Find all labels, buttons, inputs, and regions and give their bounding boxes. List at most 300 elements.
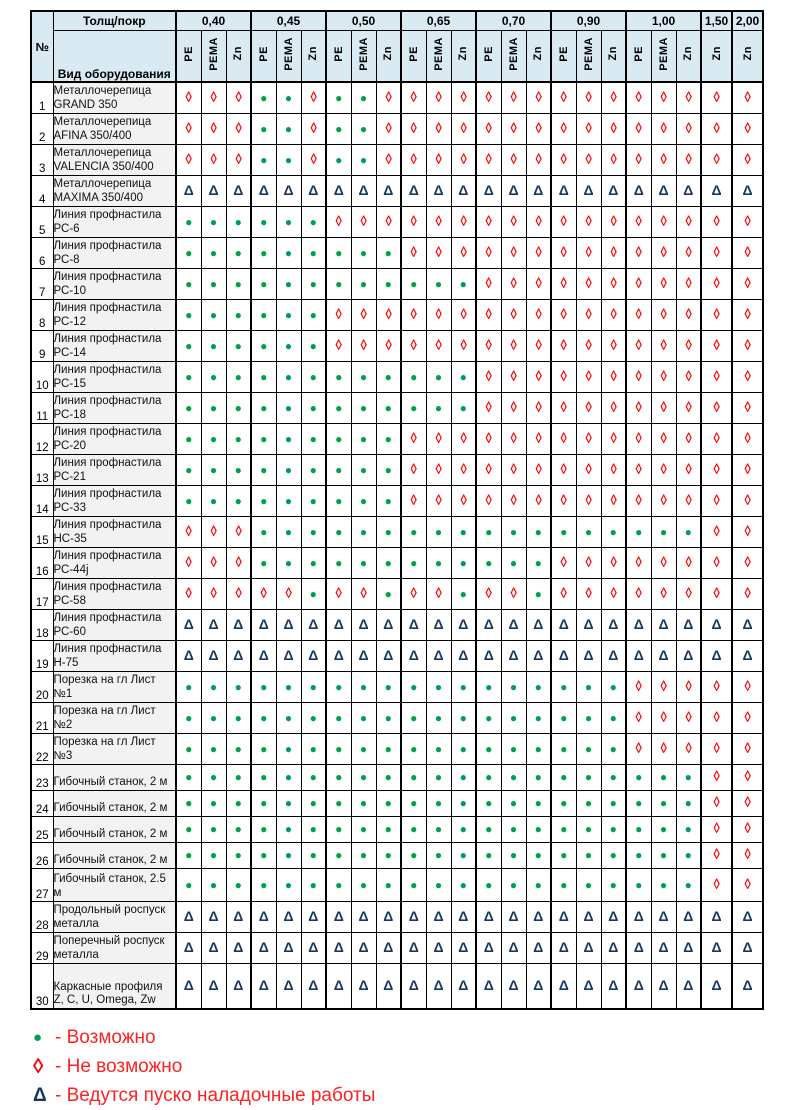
not-possible-icon: ◊ <box>635 305 642 323</box>
row-number: 15 <box>31 516 53 547</box>
status-cell <box>626 733 651 764</box>
status-cell <box>276 454 301 485</box>
status-cell <box>501 733 526 764</box>
status-cell <box>201 963 226 1009</box>
status-cell <box>226 640 251 671</box>
possible-icon: ● <box>384 741 392 756</box>
not-possible-icon: ◊ <box>560 553 567 571</box>
possible-icon: ● <box>434 276 443 291</box>
possible-icon: ● <box>185 796 193 810</box>
not-possible-icon: ◊ <box>685 739 692 757</box>
possible-icon: ● <box>284 524 293 539</box>
possible-icon: ● <box>509 710 518 725</box>
status-cell <box>326 516 351 547</box>
possible-icon: ● <box>384 586 392 601</box>
possible-icon: ● <box>209 770 218 784</box>
commissioning-icon: Δ <box>533 181 544 198</box>
possible-icon: ● <box>410 770 418 784</box>
coating-label: PEMA <box>282 36 295 71</box>
not-possible-icon: ◊ <box>510 367 517 385</box>
status-cell <box>326 963 351 1009</box>
status-cell <box>226 868 251 901</box>
not-possible-icon: ◊ <box>660 429 667 447</box>
not-possible-icon: ◊ <box>685 150 692 168</box>
not-possible-icon: ◊ <box>410 243 417 261</box>
commissioning-icon: Δ <box>742 615 753 632</box>
status-cell <box>301 671 326 702</box>
commissioning-icon: Δ <box>383 181 394 198</box>
possible-icon: ● <box>260 276 268 291</box>
possible-icon: ● <box>185 276 193 291</box>
status-cell <box>251 733 276 764</box>
status-cell <box>526 671 551 702</box>
status-cell <box>426 932 451 963</box>
not-possible-icon: ◊ <box>185 119 192 137</box>
status-cell <box>426 790 451 816</box>
row-number: 6 <box>31 237 53 268</box>
coating-header-pema <box>351 31 376 83</box>
not-possible-icon: ◊ <box>744 820 751 837</box>
possible-icon: ● <box>359 524 368 539</box>
coating-label: Zn <box>382 46 395 61</box>
possible-icon: ● <box>359 90 368 105</box>
not-possible-icon: ◊ <box>635 460 642 478</box>
status-cell <box>576 516 601 547</box>
status-cell <box>576 733 601 764</box>
status-cell <box>276 423 301 454</box>
possible-icon: ● <box>260 245 268 260</box>
status-cell <box>401 330 426 361</box>
row-number: 4 <box>31 175 53 206</box>
not-possible-icon: ◊ <box>510 150 517 168</box>
possible-icon: ● <box>434 848 443 862</box>
status-cell <box>626 671 651 702</box>
not-possible-icon: ◊ <box>510 398 517 416</box>
possible-icon: ● <box>359 493 368 508</box>
status-cell <box>451 330 476 361</box>
possible-icon: ● <box>459 400 467 415</box>
status-cell <box>201 454 226 485</box>
not-possible-icon: ◊ <box>660 584 667 602</box>
not-possible-icon: ◊ <box>335 305 342 323</box>
commissioning-icon: Δ <box>458 938 469 955</box>
coating-header-zn <box>526 31 551 83</box>
status-cell <box>426 816 451 842</box>
status-cell <box>301 901 326 932</box>
not-possible-icon: ◊ <box>610 305 617 323</box>
possible-icon: ● <box>384 679 392 694</box>
possible-icon: ● <box>584 524 593 539</box>
equipment-name: Линия профнастила НС-35 <box>53 516 176 547</box>
status-cell <box>601 702 626 733</box>
possible-icon: ● <box>335 679 343 694</box>
not-possible-icon: ◊ <box>585 553 592 571</box>
possible-icon: ● <box>284 121 293 136</box>
status-cell <box>301 790 326 816</box>
status-cell <box>732 144 763 175</box>
not-possible-icon: ◊ <box>635 398 642 416</box>
thickness-header-0,65: 0,65 <box>401 11 476 31</box>
possible-icon: ● <box>635 524 643 539</box>
not-possible-icon: ◊ <box>560 429 567 447</box>
status-cell <box>401 485 426 516</box>
not-possible-icon: ◊ <box>713 677 720 695</box>
status-cell <box>576 640 601 671</box>
status-cell <box>276 547 301 578</box>
status-cell <box>676 206 701 237</box>
status-cell <box>701 790 732 816</box>
status-cell <box>526 299 551 330</box>
possible-icon: ● <box>234 431 242 446</box>
row-number: 28 <box>31 901 53 932</box>
not-possible-icon: ◊ <box>510 243 517 261</box>
status-cell <box>351 144 376 175</box>
not-possible-icon: ◊ <box>713 768 720 785</box>
not-possible-icon: ◊ <box>610 150 617 168</box>
possible-icon: ● <box>234 741 242 756</box>
not-possible-icon: ◊ <box>744 739 751 757</box>
commissioning-icon: Δ <box>633 615 644 632</box>
status-cell <box>551 733 576 764</box>
possible-icon: ● <box>609 741 617 756</box>
status-cell <box>651 330 676 361</box>
not-possible-icon: ◊ <box>210 119 217 137</box>
status-cell <box>551 963 576 1009</box>
status-cell <box>251 764 276 790</box>
status-cell <box>576 423 601 454</box>
not-possible-icon: ◊ <box>410 88 417 106</box>
status-cell <box>176 963 201 1009</box>
not-possible-icon: ◊ <box>660 367 667 385</box>
status-cell <box>476 361 501 392</box>
status-cell <box>651 423 676 454</box>
status-cell <box>301 392 326 423</box>
status-cell <box>732 485 763 516</box>
status-cell <box>251 392 276 423</box>
status-cell <box>551 868 576 901</box>
not-possible-icon: ◊ <box>660 119 667 137</box>
possible-icon: ● <box>485 877 493 892</box>
not-possible-icon: ◊ <box>713 460 720 478</box>
not-possible-icon: ◊ <box>535 274 542 292</box>
not-possible-icon: ◊ <box>510 429 517 447</box>
status-cell <box>701 702 732 733</box>
status-cell <box>601 299 626 330</box>
status-cell <box>401 516 426 547</box>
commissioning-icon: Δ <box>683 646 694 663</box>
possible-icon: ● <box>434 741 443 756</box>
status-cell <box>626 764 651 790</box>
coating-label: Zn <box>682 46 695 61</box>
coating-header-pema <box>501 31 526 83</box>
not-possible-icon: ◊ <box>535 150 542 168</box>
not-possible-icon: ◊ <box>660 460 667 478</box>
possible-icon: ● <box>284 679 293 694</box>
table-row <box>31 702 763 733</box>
status-cell <box>251 671 276 702</box>
status-cell <box>501 423 526 454</box>
status-cell <box>251 547 276 578</box>
status-cell <box>701 963 732 1009</box>
status-cell <box>701 423 732 454</box>
commissioning-icon: Δ <box>608 976 619 993</box>
coating-label: PEMA <box>582 36 595 71</box>
status-cell <box>701 299 732 330</box>
coating-header-zn <box>732 31 763 83</box>
possible-icon: ● <box>260 338 268 353</box>
status-cell <box>701 206 732 237</box>
status-cell <box>576 175 601 206</box>
status-cell <box>476 392 501 423</box>
not-possible-icon: ◊ <box>685 212 692 230</box>
status-cell <box>676 868 701 901</box>
status-cell <box>276 963 301 1009</box>
status-cell <box>576 299 601 330</box>
status-cell <box>526 578 551 609</box>
status-cell <box>426 299 451 330</box>
possible-icon: ● <box>234 307 242 322</box>
status-cell <box>276 516 301 547</box>
status-cell <box>676 454 701 485</box>
not-possible-icon: ◊ <box>744 708 751 726</box>
commissioning-icon: Δ <box>458 976 469 993</box>
not-possible-icon: ◊ <box>744 305 751 323</box>
commissioning-icon: Δ <box>533 615 544 632</box>
possible-icon: ● <box>185 431 193 446</box>
status-cell <box>226 113 251 144</box>
possible-icon: ● <box>335 369 343 384</box>
legend-item <box>33 1081 788 1110</box>
status-cell <box>476 268 501 299</box>
possible-icon: ● <box>309 555 317 570</box>
row-number: 29 <box>31 932 53 963</box>
status-cell <box>476 671 501 702</box>
status-cell <box>251 932 276 963</box>
status-cell <box>501 671 526 702</box>
table-body <box>31 82 763 1009</box>
not-possible-icon: ◊ <box>744 119 751 137</box>
possible-icon: ● <box>459 796 467 810</box>
status-cell <box>601 206 626 237</box>
not-possible-icon: ◊ <box>744 88 751 106</box>
not-possible-icon: ◊ <box>610 212 617 230</box>
status-cell <box>626 206 651 237</box>
status-cell <box>326 361 351 392</box>
status-cell <box>351 516 376 547</box>
possible-icon: ● <box>609 679 617 694</box>
status-cell <box>601 842 626 868</box>
not-possible-icon: ◊ <box>560 460 567 478</box>
status-cell <box>451 206 476 237</box>
status-cell <box>701 268 732 299</box>
possible-icon: ● <box>560 770 568 784</box>
commissioning-icon: Δ <box>583 646 594 663</box>
status-cell <box>351 113 376 144</box>
status-cell <box>476 206 501 237</box>
possible-icon: ● <box>335 877 343 892</box>
coating-header-pe <box>176 31 201 83</box>
commissioning-icon: Δ <box>233 907 244 924</box>
possible-icon: ● <box>185 462 193 477</box>
not-possible-icon: ◊ <box>713 491 720 509</box>
status-cell <box>226 423 251 454</box>
not-possible-icon: ◊ <box>685 491 692 509</box>
not-possible-icon: ◊ <box>335 212 342 230</box>
commissioning-icon: Δ <box>433 615 444 632</box>
not-possible-icon: ◊ <box>360 212 367 230</box>
possible-icon: ● <box>260 369 268 384</box>
not-possible-icon: ◊ <box>585 305 592 323</box>
status-cell <box>626 361 651 392</box>
status-cell <box>176 268 201 299</box>
status-cell <box>201 299 226 330</box>
possible-icon: ● <box>209 877 218 892</box>
status-cell <box>676 361 701 392</box>
status-cell <box>176 144 201 175</box>
commissioning-icon: Δ <box>558 938 569 955</box>
possible-icon: ● <box>234 822 242 836</box>
status-cell <box>501 963 526 1009</box>
equipment-name: Продольный роспуск металла <box>53 901 176 932</box>
not-possible-icon: ◊ <box>560 212 567 230</box>
status-cell <box>226 764 251 790</box>
not-possible-icon: ◊ <box>210 522 217 540</box>
status-cell <box>476 144 501 175</box>
possible-icon: ● <box>434 822 443 836</box>
not-possible-icon: ◊ <box>744 846 751 863</box>
status-cell <box>651 901 676 932</box>
possible-icon: ● <box>534 770 542 784</box>
status-cell <box>526 901 551 932</box>
status-cell <box>501 516 526 547</box>
commissioning-icon: Δ <box>408 938 419 955</box>
coating-label: PEMA <box>657 36 670 71</box>
possible-icon: ● <box>185 848 193 862</box>
status-cell <box>651 547 676 578</box>
status-cell <box>326 547 351 578</box>
possible-icon: ● <box>284 338 293 353</box>
possible-icon: ● <box>384 431 392 446</box>
status-cell <box>376 790 401 816</box>
table-row <box>31 392 763 423</box>
possible-icon: ● <box>584 877 593 892</box>
not-possible-icon: ◊ <box>635 119 642 137</box>
status-cell <box>451 113 476 144</box>
not-possible-icon: ◊ <box>385 88 392 106</box>
possible-icon: ● <box>485 796 493 810</box>
equipment-compatibility-table <box>30 10 764 1010</box>
possible-icon: ● <box>284 462 293 477</box>
not-possible-icon: ◊ <box>235 150 242 168</box>
possible-icon: ● <box>485 770 493 784</box>
status-cell <box>576 702 601 733</box>
status-cell <box>451 237 476 268</box>
commissioning-icon: Δ <box>333 907 344 924</box>
status-cell <box>526 454 551 485</box>
possible-icon: ● <box>359 822 368 836</box>
commissioning-icon: Δ <box>408 181 419 198</box>
not-possible-icon: ◊ <box>310 150 317 168</box>
possible-icon: ● <box>534 822 542 836</box>
possible-icon: ● <box>335 555 343 570</box>
not-possible-icon: ◊ <box>310 119 317 137</box>
commissioning-icon: Δ <box>333 615 344 632</box>
status-cell <box>301 842 326 868</box>
possible-icon: ● <box>560 524 568 539</box>
not-possible-icon: ◊ <box>635 429 642 447</box>
status-cell <box>201 485 226 516</box>
table-row <box>31 423 763 454</box>
possible-icon: ● <box>635 822 643 836</box>
not-possible-icon: ◊ <box>713 584 720 602</box>
not-possible-icon: ◊ <box>635 584 642 602</box>
status-cell <box>501 816 526 842</box>
possible-icon: ● <box>234 710 242 725</box>
status-cell <box>201 609 226 640</box>
coating-label: PE <box>482 45 495 62</box>
not-possible-icon: ◊ <box>485 274 492 292</box>
possible-icon: ● <box>434 524 443 539</box>
status-cell <box>732 671 763 702</box>
commissioning-icon: Δ <box>283 646 294 663</box>
status-cell <box>601 609 626 640</box>
possible-icon: ● <box>584 770 593 784</box>
status-cell <box>701 237 732 268</box>
not-possible-icon: ◊ <box>460 119 467 137</box>
not-possible-icon: ◊ <box>713 243 720 261</box>
not-possible-icon: ◊ <box>660 88 667 106</box>
row-number: 10 <box>31 361 53 392</box>
status-cell <box>426 609 451 640</box>
status-cell <box>376 578 401 609</box>
not-possible-icon: ◊ <box>744 768 751 785</box>
status-cell <box>676 547 701 578</box>
commissioning-icon: Δ <box>383 976 394 993</box>
status-cell <box>251 640 276 671</box>
commissioning-icon: Δ <box>533 646 544 663</box>
status-cell <box>451 868 476 901</box>
not-possible-icon: ◊ <box>435 491 442 509</box>
not-possible-icon: ◊ <box>685 708 692 726</box>
status-cell <box>476 764 501 790</box>
status-cell <box>226 361 251 392</box>
status-cell <box>651 790 676 816</box>
status-cell <box>401 868 426 901</box>
not-possible-icon: ◊ <box>235 522 242 540</box>
column-header-equipment-type: Вид оборудования <box>53 31 176 83</box>
possible-icon: ● <box>309 679 317 694</box>
status-cell <box>376 868 401 901</box>
possible-icon: ● <box>209 741 218 756</box>
status-cell <box>376 609 401 640</box>
not-possible-icon: ◊ <box>435 150 442 168</box>
table-row <box>31 901 763 932</box>
status-cell <box>326 790 351 816</box>
commissioning-icon: Δ <box>483 907 494 924</box>
status-cell <box>301 330 326 361</box>
status-cell <box>551 454 576 485</box>
possible-icon: ● <box>534 524 542 539</box>
status-cell <box>732 299 763 330</box>
status-cell <box>476 330 501 361</box>
status-cell <box>501 868 526 901</box>
not-possible-icon: ◊ <box>610 491 617 509</box>
table-row <box>31 268 763 299</box>
commissioning-icon: Δ <box>558 181 569 198</box>
status-cell <box>601 640 626 671</box>
row-number: 17 <box>31 578 53 609</box>
status-cell <box>426 82 451 113</box>
